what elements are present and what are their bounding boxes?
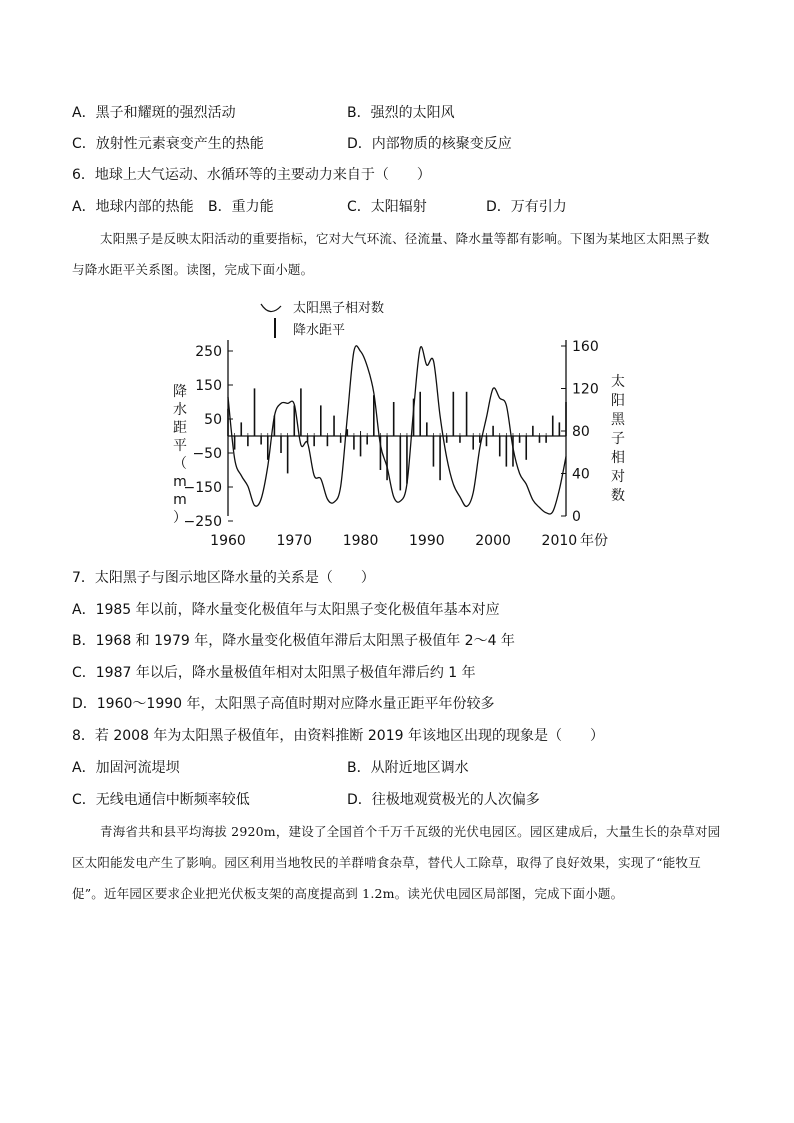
q6-option-b: B．重力能 — [208, 199, 274, 215]
right-tick-label: 120 — [572, 381, 599, 398]
reading-passage-2 — [72, 816, 722, 909]
reading-passage-1 — [72, 223, 722, 285]
q5-option-a: A．黑子和耀斑的强烈活动 — [72, 105, 236, 121]
chart-legend — [261, 300, 384, 338]
q5-option-c: C．放射性元素衰变产生的热能 — [72, 136, 264, 152]
q7-option-d: D．1960～1990 年，太阳黑子高值时期对应降水量正距平年份较多 — [72, 696, 495, 712]
right-axis-label: 太阳黑子相对数 — [611, 374, 625, 504]
q6-stem: 6．地球上大气运动、水循环等的主要动力来自于（ ） — [72, 167, 431, 183]
q8-option-c: C．无线电通信中断频率较低 — [72, 792, 250, 808]
left-tick-label: 50 — [204, 412, 222, 428]
q8-stem: 8．若 2008 年为太阳黑子极值年，由资料推断 2019 年该地区出现的现象是（ ） — [72, 728, 604, 744]
legend-precip-label: 降水距平 — [293, 323, 346, 338]
left-axis-label: 降水距平（ m m ） — [173, 384, 187, 526]
left-tick-label: −250 — [183, 514, 222, 530]
legend-line-symbol — [261, 304, 281, 312]
left-tick-label: 250 — [195, 344, 222, 360]
q8-option-d: D．往极地观赏极光的人次偏多 — [347, 792, 540, 808]
passage-1-text: 太阳黑子是反映太阳活动的重要指标，它对大气环流、径流量、降水量等都有影响。下图为某地区太阳黑子数与降水距平关系图。读图，完成下面小题。 — [72, 231, 710, 277]
sunspot-precipitation-chart — [160, 292, 640, 554]
right-tick-label: 40 — [572, 466, 590, 483]
q7-option-b: B．1968 和 1979 年，降水量变化极值年滞后太阳黑子极值年 2～4 年 — [72, 633, 515, 649]
sunspot-curve — [228, 346, 566, 514]
right-tick-label: 160 — [572, 339, 599, 355]
q6-option-a: A．地球内部的热能 — [72, 199, 194, 215]
q8-option-b: B．从附近地区调水 — [347, 760, 469, 776]
q5-option-b: B．强烈的太阳风 — [347, 105, 455, 121]
x-tick-label: 1960 — [210, 533, 246, 549]
x-axis-label: 年份 — [580, 533, 608, 549]
x-tick-label: 1990 — [409, 533, 445, 549]
legend-sunspot-label: 太阳黑子相对数 — [293, 301, 385, 316]
q7-stem: 7．太阳黑子与图示地区降水量的关系是（ ） — [72, 570, 375, 586]
right-tick-label: 80 — [572, 424, 590, 440]
right-tick-label: 0 — [572, 509, 581, 525]
q7-option-c: C．1987 年以后，降水量极值年相对太阳黑子极值年滞后约 1 年 — [72, 665, 476, 681]
left-tick-label: −150 — [183, 480, 222, 496]
x-tick-label: 2010 — [541, 533, 578, 549]
left-tick-label: 150 — [195, 378, 222, 394]
q5-option-d: D．内部物质的核聚变反应 — [347, 136, 512, 152]
x-tick-label: 1980 — [342, 533, 379, 549]
q8-option-a: A．加固河流堤坝 — [72, 760, 180, 776]
left-tick-label: −50 — [192, 446, 222, 462]
x-tick-label: 1970 — [276, 533, 313, 549]
q6-option-c: C．太阳辐射 — [347, 199, 427, 215]
passage-2-text: 青海省共和县平均海拔 2920m，建设了全国首个千万千瓦级的光伏电园区。园区建成后，大量生长的杂草对园区太阳能发电产生了影响。园区利用当地牧民的羊群啃食杂草，替代人工除草，取得了良好效果，实现了“能牧互促”。近年园区要求企业把光伏板支架的高度提高到 1.2m。读光伏电园区局部图，完成下面小题。 — [72, 824, 721, 901]
q6-option-d: D．万有引力 — [486, 199, 567, 215]
x-tick-label: 2000 — [475, 533, 511, 549]
q7-option-a: A．1985 年以前，降水量变化极值年与太阳黑子变化极值年基本对应 — [72, 602, 500, 618]
